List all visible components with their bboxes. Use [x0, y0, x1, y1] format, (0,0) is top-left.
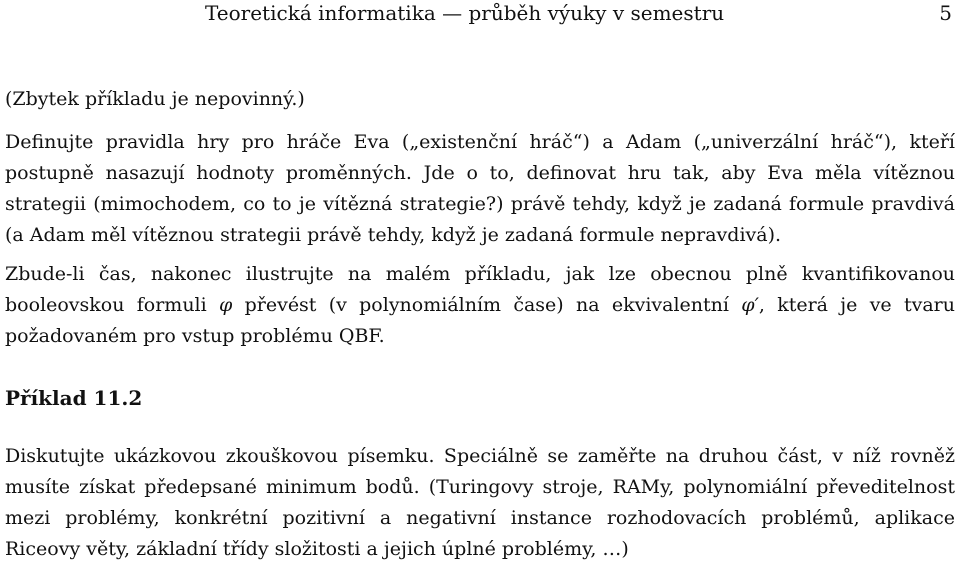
game-definition-paragraph: Definujte pravidla hry pro hráče Eva („existenční hráč“) a Adam („univerzální hráč“), kteří postupně nasazují hodnoty proměnných. Jde o to, definovat hru tak, aby Eva měla vítěznou strategii (mimochodem, co to je vítězná strategie?) právě tehdy, když je zadaná formule pravdivá (a Adam měl vítěznou strategii právě tehdy, když je zadaná formule nepravdivá). — [5, 131, 955, 246]
header-title: Teoretická informatika — průběh výuky v semestru — [205, 1, 725, 25]
qbf-text-part1: Zbude-li čas, nakonec ilustrujte na malém příkladu, jak lze obecnou plně kvantifikovanou booleovskou formuli — [5, 263, 955, 316]
qbf-text-part3: , která je ve tvaru požadovaném pro vstup problému QBF. — [5, 294, 955, 347]
example-heading: Příklad 11.2 — [5, 386, 143, 410]
exam-discussion-paragraph: Diskutujte ukázkovou zkouškovou písemku. Speciálně se zaměřte na druhou část, v níž rovněž musíte získat předepsané minimum bodů. (Turingovy stroje, RAMy, polynomiální převeditelnost mezi problémy, konkrétní pozitivní a negativní instance rozhodovacích problémů, aplikace Riceovy věty, základní třídy složitosti a jejich úplné problémy, …) — [5, 445, 955, 560]
qbf-conversion-paragraph — [5, 259, 955, 352]
document-body — [5, 84, 955, 565]
running-header — [0, 0, 960, 34]
formula-phi-prime: φ′ — [741, 294, 759, 316]
formula-phi: φ — [219, 294, 233, 316]
page-number: 5 — [939, 1, 952, 25]
qbf-text-part2: převést (v polynomiálním čase) na ekvivalentní — [244, 294, 729, 316]
optional-note: (Zbytek příkladu je nepovinný.) — [5, 88, 305, 110]
